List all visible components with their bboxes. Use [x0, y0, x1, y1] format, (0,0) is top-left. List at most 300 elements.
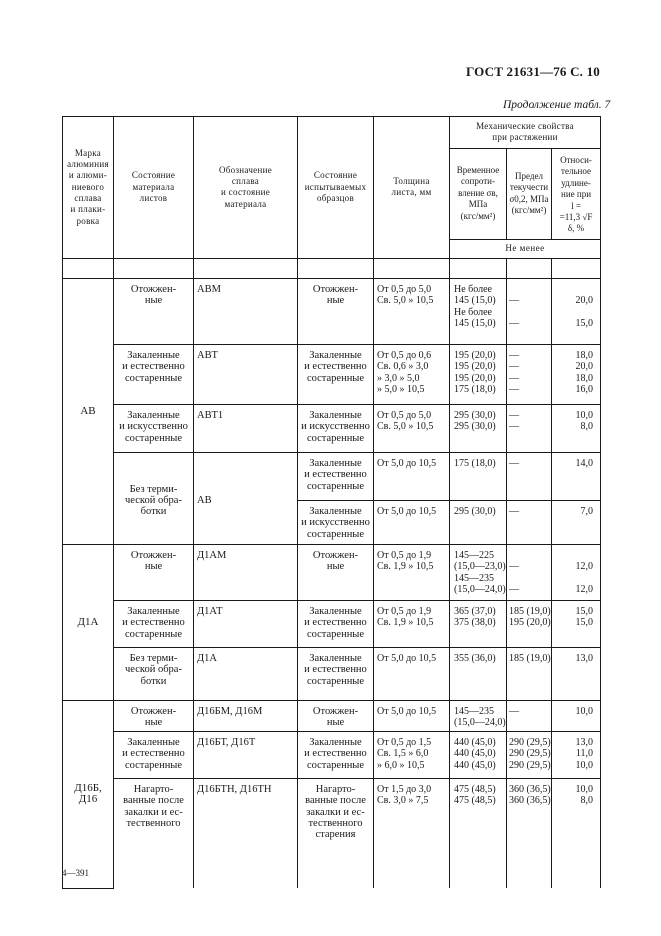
test-state-cell: [298, 647, 374, 700]
test-state: ные: [326, 717, 345, 729]
yield-strength: 185 (19,0): [509, 652, 551, 664]
elongation: 13,0: [575, 736, 594, 748]
thickness: От 0,5 до 1,9: [377, 605, 432, 617]
elongation: 11,0: [575, 748, 594, 760]
sheet-state: Закаленные: [127, 349, 180, 361]
sheet-state: Отожжен-: [130, 283, 177, 295]
yield-strength: —: [509, 505, 519, 517]
tensile-strength: 295 (30,0): [454, 505, 496, 517]
header-text-line: текучести: [509, 182, 549, 193]
tensile-strength: 195 (20,0): [454, 361, 496, 373]
tensile-strength: 195 (20,0): [454, 372, 496, 384]
test-state: Закаленные: [309, 736, 362, 748]
yield-strength: —: [509, 561, 519, 573]
elongation: [554, 573, 593, 584]
thickness-cell: [374, 647, 450, 700]
yield-strength: —: [509, 421, 519, 433]
header-text-line: (кгс/мм²): [511, 205, 547, 216]
header-text-line: σ0,2, МПа: [509, 193, 549, 204]
header-text-line: вление σв,: [458, 187, 498, 198]
designation-cell: [194, 544, 298, 600]
yield-strength: —: [509, 705, 519, 717]
tensile-strength: 375 (38,0): [454, 617, 496, 629]
header-mechanical-properties: [450, 117, 601, 149]
sheet-state: состаренные: [124, 432, 183, 444]
sheet-state: ванные после: [123, 795, 184, 807]
thickness: От 0,5 до 5,0: [377, 283, 432, 295]
sheet-state: Закаленные: [127, 409, 180, 421]
sheet-state-cell: [114, 778, 194, 888]
elongation: 15,0: [575, 317, 594, 329]
thickness: От 0,5 до 5,0: [377, 409, 432, 421]
designation: Д16БМ, Д16М: [197, 705, 263, 717]
header-thickness: [374, 117, 450, 259]
sheet-state: ные: [144, 561, 163, 573]
test-state: тественного: [308, 817, 363, 829]
sheet-state: Отожжен-: [130, 705, 177, 717]
table-row: [63, 404, 601, 452]
sheet-state: ческой обра-: [125, 495, 182, 507]
yield-strength: 290 (29,5): [509, 736, 551, 748]
elongation: [554, 550, 593, 561]
sheet-state: состаренные: [124, 759, 183, 771]
header-tensile-strength: [450, 149, 507, 240]
thickness: Св. 3,0 » 7,5: [377, 795, 429, 807]
tensile-strength: 475 (48,5): [454, 783, 496, 795]
test-state: состаренные: [306, 372, 365, 384]
sheet-state-cell: [114, 404, 194, 452]
sheet-state-cell: [114, 600, 194, 647]
thickness-cell: [374, 500, 450, 544]
tensile-strength: 440 (45,0): [454, 736, 496, 748]
sheet-state: Закаленные: [127, 605, 180, 617]
elongation: 7,0: [580, 505, 594, 517]
header-text-line: (кгс/мм²): [460, 210, 496, 221]
test-state: и естественно: [304, 469, 367, 481]
yield-strength: —: [509, 372, 519, 384]
yield-strength: 195 (20,0): [509, 617, 551, 629]
sheet-state-cell: [114, 544, 194, 600]
test-state: и искусственно: [301, 517, 370, 529]
designation: Д1АМ: [197, 549, 227, 561]
table-row: [63, 700, 601, 731]
tensile-strength: 440 (45,0): [454, 759, 496, 771]
yield-strength-cell: [507, 500, 552, 544]
thickness: От 1,5 до 3,0: [377, 783, 432, 795]
thickness: Св. 0,6 » 3,0: [377, 361, 429, 373]
tensile-strength: 145 (15,0): [454, 317, 496, 329]
alloy-grade: Д1А: [77, 615, 99, 628]
header-text-line: при растяжении: [492, 132, 558, 143]
tensile-strength-cell: [450, 344, 507, 404]
yield-strength: —: [509, 457, 519, 469]
tensile-strength: 175 (18,0): [454, 457, 496, 469]
document-title: ГОСТ 21631—76 С. 10: [466, 64, 600, 79]
tensile-strength: 355 (36,0): [454, 652, 496, 664]
alloy-grade-cell: [63, 700, 114, 888]
test-state: ванные после: [305, 795, 366, 807]
elongation: 20,0: [575, 361, 594, 373]
yield-strength: 185 (19,0): [509, 605, 551, 617]
elongation: 10,0: [575, 759, 594, 771]
test-state-cell: [298, 404, 374, 452]
tensile-strength: 175 (18,0): [454, 383, 496, 395]
test-state: Закаленные: [309, 457, 362, 469]
sheet-state-cell: [114, 647, 194, 700]
tensile-strength: Не более: [454, 283, 492, 295]
sheet-state: Нагарто-: [133, 783, 174, 795]
header-text-line: алюминия: [67, 158, 109, 169]
header-text-line: листов: [139, 193, 168, 204]
tensile-strength: 195 (20,0): [454, 349, 496, 361]
sheet-state: и естественно: [122, 617, 185, 629]
tensile-strength: 145—235: [454, 572, 494, 584]
sheet-state: ботки: [140, 675, 167, 687]
yield-strength-cell: [507, 452, 552, 500]
test-state: старения: [315, 829, 356, 841]
designation-cell: [194, 278, 298, 344]
header-text-line: сплава: [74, 193, 102, 204]
elongation: 18,0: [575, 349, 594, 361]
tensile-strength-cell: [450, 778, 507, 888]
test-state: и естественно: [304, 617, 367, 629]
tensile-strength: (15,0—24,0): [454, 583, 506, 595]
yield-strength: —: [509, 583, 519, 595]
header-text-line: =11,3 √F: [559, 211, 593, 222]
test-state-cell: [298, 500, 374, 544]
elongation-cell: [552, 700, 601, 731]
elongation-cell: [552, 344, 601, 404]
sheet-state-cell: [114, 731, 194, 778]
table-row: [63, 778, 601, 888]
elongation-cell: [552, 600, 601, 647]
mechanical-properties-table: [62, 116, 601, 889]
header-text-line: листа, мм: [391, 187, 432, 198]
table-row: [63, 731, 601, 778]
sheet-state: состаренные: [124, 372, 183, 384]
designation-cell: [194, 778, 298, 888]
test-state: Отожжен-: [312, 549, 359, 561]
tensile-strength: 145—235: [454, 705, 494, 717]
header-text-line: удлине-: [561, 177, 591, 188]
yield-strength-cell: [507, 600, 552, 647]
header-text-line: сопроти-: [461, 176, 495, 187]
header-text-line: ровка: [76, 215, 100, 226]
yield-strength-cell: [507, 344, 552, 404]
yield-strength-cell: [507, 278, 552, 344]
test-state-cell: [298, 731, 374, 778]
thickness: » 5,0 » 10,5: [377, 383, 425, 395]
test-state: ные: [326, 561, 345, 573]
yield-strength: —: [509, 409, 519, 421]
thickness: От 5,0 до 10,5: [377, 652, 437, 664]
table-row: [63, 544, 601, 600]
header-text-line: Состояние: [131, 170, 176, 181]
sheet-state: ческой обра-: [125, 664, 182, 676]
yield-strength-cell: [507, 731, 552, 778]
test-state-cell: [298, 278, 374, 344]
elongation-cell: [552, 500, 601, 544]
elongation: 13,0: [575, 652, 594, 664]
sheet-state: ботки: [140, 506, 167, 518]
alloy-grade-cell: [63, 278, 114, 544]
thickness: Св. 1,5 » 6,0: [377, 748, 429, 760]
header-text-line: Обозначение: [218, 164, 273, 175]
header-text-line: Марка: [74, 147, 102, 158]
alloy-grade: Д16Б,: [74, 781, 102, 794]
page-code: 4—391: [62, 868, 89, 878]
table-row: [63, 600, 601, 647]
test-state: и естественно: [304, 748, 367, 760]
thickness-cell: [374, 600, 450, 647]
elongation: 12,0: [575, 583, 594, 595]
sheet-state: Без терми-: [129, 652, 178, 664]
yield-strength: 360 (36,5): [509, 783, 551, 795]
tensile-strength: 475 (48,5): [454, 795, 496, 807]
thickness: От 0,5 до 1,5: [377, 736, 432, 748]
elongation: 8,0: [580, 795, 594, 807]
thickness-cell: [374, 452, 450, 500]
test-state: состаренные: [306, 528, 365, 540]
header-text-line: МПа: [468, 199, 488, 210]
elongation: [554, 307, 593, 318]
designation: АВТ1: [197, 409, 224, 421]
elongation: 10,0: [575, 783, 594, 795]
tensile-strength-cell: [450, 500, 507, 544]
header-text-line: тельное: [561, 166, 591, 177]
test-state: Закаленные: [309, 605, 362, 617]
table-continuation-note: Продолжение табл. 7: [503, 99, 611, 111]
test-state: состаренные: [306, 675, 365, 687]
tensile-strength-cell: [450, 600, 507, 647]
test-state: и естественно: [304, 664, 367, 676]
test-state: и естественно: [304, 361, 367, 373]
header-text-line: δ, %: [567, 223, 585, 234]
yield-strength: [509, 573, 550, 584]
yield-strength: 290 (29,5): [509, 759, 551, 771]
sheet-state-cell: [114, 700, 194, 731]
test-state: состаренные: [306, 628, 365, 640]
tensile-strength-cell: [450, 700, 507, 731]
elongation: 15,0: [575, 617, 594, 629]
alloy-grade: АВ: [80, 404, 96, 417]
tensile-strength-cell: [450, 647, 507, 700]
elongation-cell: [552, 647, 601, 700]
test-state: Нагарто-: [315, 783, 356, 795]
test-state: ные: [326, 295, 345, 307]
table-row: [63, 278, 601, 344]
thickness-cell: [374, 278, 450, 344]
tensile-strength: Не более: [454, 306, 492, 318]
sheet-state: ные: [144, 717, 163, 729]
tensile-strength: 145—225: [454, 549, 494, 561]
header-text-line: испытываемых: [304, 181, 367, 192]
test-state-cell: [298, 600, 374, 647]
yield-strength: [509, 550, 550, 561]
thickness-cell: [374, 731, 450, 778]
designation: Д1АТ: [197, 605, 223, 617]
header-text-line: ниевого: [71, 181, 105, 192]
header-text-line: l =: [571, 200, 581, 211]
elongation-cell: [552, 404, 601, 452]
thickness-cell: [374, 544, 450, 600]
sheet-state: и естественно: [122, 361, 185, 373]
sheet-state-cell: [114, 452, 194, 544]
header-text-line: материала: [132, 181, 175, 192]
tensile-strength: (15,0—23,0): [454, 561, 506, 573]
test-state-cell: [298, 452, 374, 500]
yield-strength-cell: [507, 647, 552, 700]
header-text-line: сплава: [231, 175, 260, 186]
header-text-line: и алюми-: [68, 170, 108, 181]
sheet-state: Закаленные: [127, 736, 180, 748]
designation-cell: [194, 404, 298, 452]
header-not-less: Не менее: [450, 239, 601, 258]
header-text-line: и плаки-: [70, 204, 106, 215]
elongation: 20,0: [575, 295, 594, 307]
header-grade: [63, 117, 114, 259]
elongation-cell: [552, 731, 601, 778]
header-text-line: Толщина: [393, 175, 430, 186]
header-text-line: Временное: [456, 165, 500, 175]
tensile-strength: (15,0—24,0): [454, 717, 506, 729]
thickness-cell: [374, 404, 450, 452]
elongation: 12,0: [575, 561, 594, 573]
thickness: От 5,0 до 10,5: [377, 705, 437, 717]
thickness-cell: [374, 344, 450, 404]
header-test-state: [298, 117, 374, 259]
test-state-cell: [298, 344, 374, 404]
test-state: Закаленные: [309, 409, 362, 421]
test-state: состаренные: [306, 432, 365, 444]
header-text-line: Состояние: [313, 170, 358, 181]
yield-strength: [509, 284, 550, 295]
elongation-cell: [552, 778, 601, 888]
test-state: закалки и ес-: [306, 806, 365, 818]
tensile-strength: 295 (30,0): [454, 409, 496, 421]
designation: АВМ: [197, 283, 221, 295]
thickness-cell: [374, 700, 450, 731]
test-state-cell: [298, 778, 374, 888]
yield-strength: 290 (29,5): [509, 748, 551, 760]
elongation: 16,0: [575, 383, 594, 395]
elongation: 14,0: [575, 457, 594, 469]
test-state-cell: [298, 544, 374, 600]
thickness: От 5,0 до 10,5: [377, 505, 437, 517]
table-row: [63, 647, 601, 700]
designation: Д16БТН, Д16ТН: [197, 783, 272, 795]
test-state-cell: [298, 700, 374, 731]
test-state: состаренные: [306, 480, 365, 492]
test-state: Закаленные: [309, 349, 362, 361]
sheet-state-cell: [114, 344, 194, 404]
sheet-state: ные: [144, 295, 163, 307]
sheet-state: Без терми-: [129, 483, 178, 495]
yield-strength-cell: [507, 404, 552, 452]
thickness: От 0,5 до 1,9: [377, 549, 432, 561]
sheet-state: Отожжен-: [130, 549, 177, 561]
test-state: и искусственно: [301, 421, 370, 433]
thickness: » 6,0 » 10,5: [377, 759, 425, 771]
designation-cell: [194, 700, 298, 731]
yield-strength-cell: [507, 544, 552, 600]
elongation: 8,0: [580, 421, 594, 433]
tensile-strength-cell: [450, 404, 507, 452]
header-designation: [194, 117, 298, 259]
header-yield-strength: [507, 149, 552, 240]
test-state: состаренные: [306, 759, 365, 771]
elongation: [554, 284, 593, 295]
yield-strength: —: [509, 295, 519, 307]
tensile-strength: 145 (15,0): [454, 295, 496, 307]
designation: Д1А: [197, 652, 217, 664]
elongation-cell: [552, 278, 601, 344]
header-elongation: [552, 149, 601, 240]
tensile-strength-cell: [450, 278, 507, 344]
sheet-state: состаренные: [124, 628, 183, 640]
tensile-strength: 295 (30,0): [454, 421, 496, 433]
elongation: 10,0: [575, 705, 594, 717]
thickness: Св. 1,9 » 10,5: [377, 561, 434, 573]
alloy-grade-cell: [63, 544, 114, 700]
test-state: Закаленные: [309, 652, 362, 664]
tensile-strength-cell: [450, 544, 507, 600]
tensile-strength-cell: [450, 731, 507, 778]
yield-strength: —: [509, 317, 519, 329]
table-row: [63, 344, 601, 404]
elongation: 10,0: [575, 409, 594, 421]
yield-strength: —: [509, 383, 519, 395]
sheet-state: закалки и ес-: [124, 806, 183, 818]
header-text-line: материала: [224, 198, 267, 209]
sheet-state: и искусственно: [119, 421, 188, 433]
sheet-state-cell: [114, 278, 194, 344]
elongation: 15,0: [575, 605, 594, 617]
yield-strength: —: [509, 349, 519, 361]
designation: АВ: [197, 495, 212, 507]
designation-cell: [194, 731, 298, 778]
designation-cell: [194, 600, 298, 647]
test-state: Отожжен-: [312, 283, 359, 295]
header-text-line: образцов: [316, 193, 355, 204]
tensile-strength-cell: [450, 452, 507, 500]
designation-cell: [194, 647, 298, 700]
alloy-grade: Д16: [78, 793, 98, 806]
yield-strength: [509, 307, 550, 318]
tensile-strength: 365 (37,0): [454, 605, 496, 617]
thickness: Св. 5,0 » 10,5: [377, 421, 434, 433]
header-text-line: Механические свойства: [476, 121, 574, 131]
elongation-cell: [552, 544, 601, 600]
yield-strength-cell: [507, 778, 552, 888]
elongation: 18,0: [575, 372, 594, 384]
test-state: Отожжен-: [312, 705, 359, 717]
thickness: Св. 1,9 » 10,5: [377, 617, 434, 629]
table-row: [63, 452, 601, 500]
yield-strength-cell: [507, 700, 552, 731]
thickness: От 0,5 до 0,6: [377, 349, 432, 361]
elongation-cell: [552, 452, 601, 500]
designation-cell: [194, 452, 298, 544]
thickness: » 3,0 » 5,0: [377, 372, 420, 384]
thickness-cell: [374, 778, 450, 888]
header-text-line: и состояние: [221, 187, 270, 198]
tensile-strength: 440 (45,0): [454, 748, 496, 760]
test-state: Закаленные: [309, 505, 362, 517]
sheet-state: тественного: [126, 817, 181, 829]
header-text-line: Относи-: [560, 155, 592, 165]
thickness: Св. 5,0 » 10,5: [377, 295, 434, 307]
